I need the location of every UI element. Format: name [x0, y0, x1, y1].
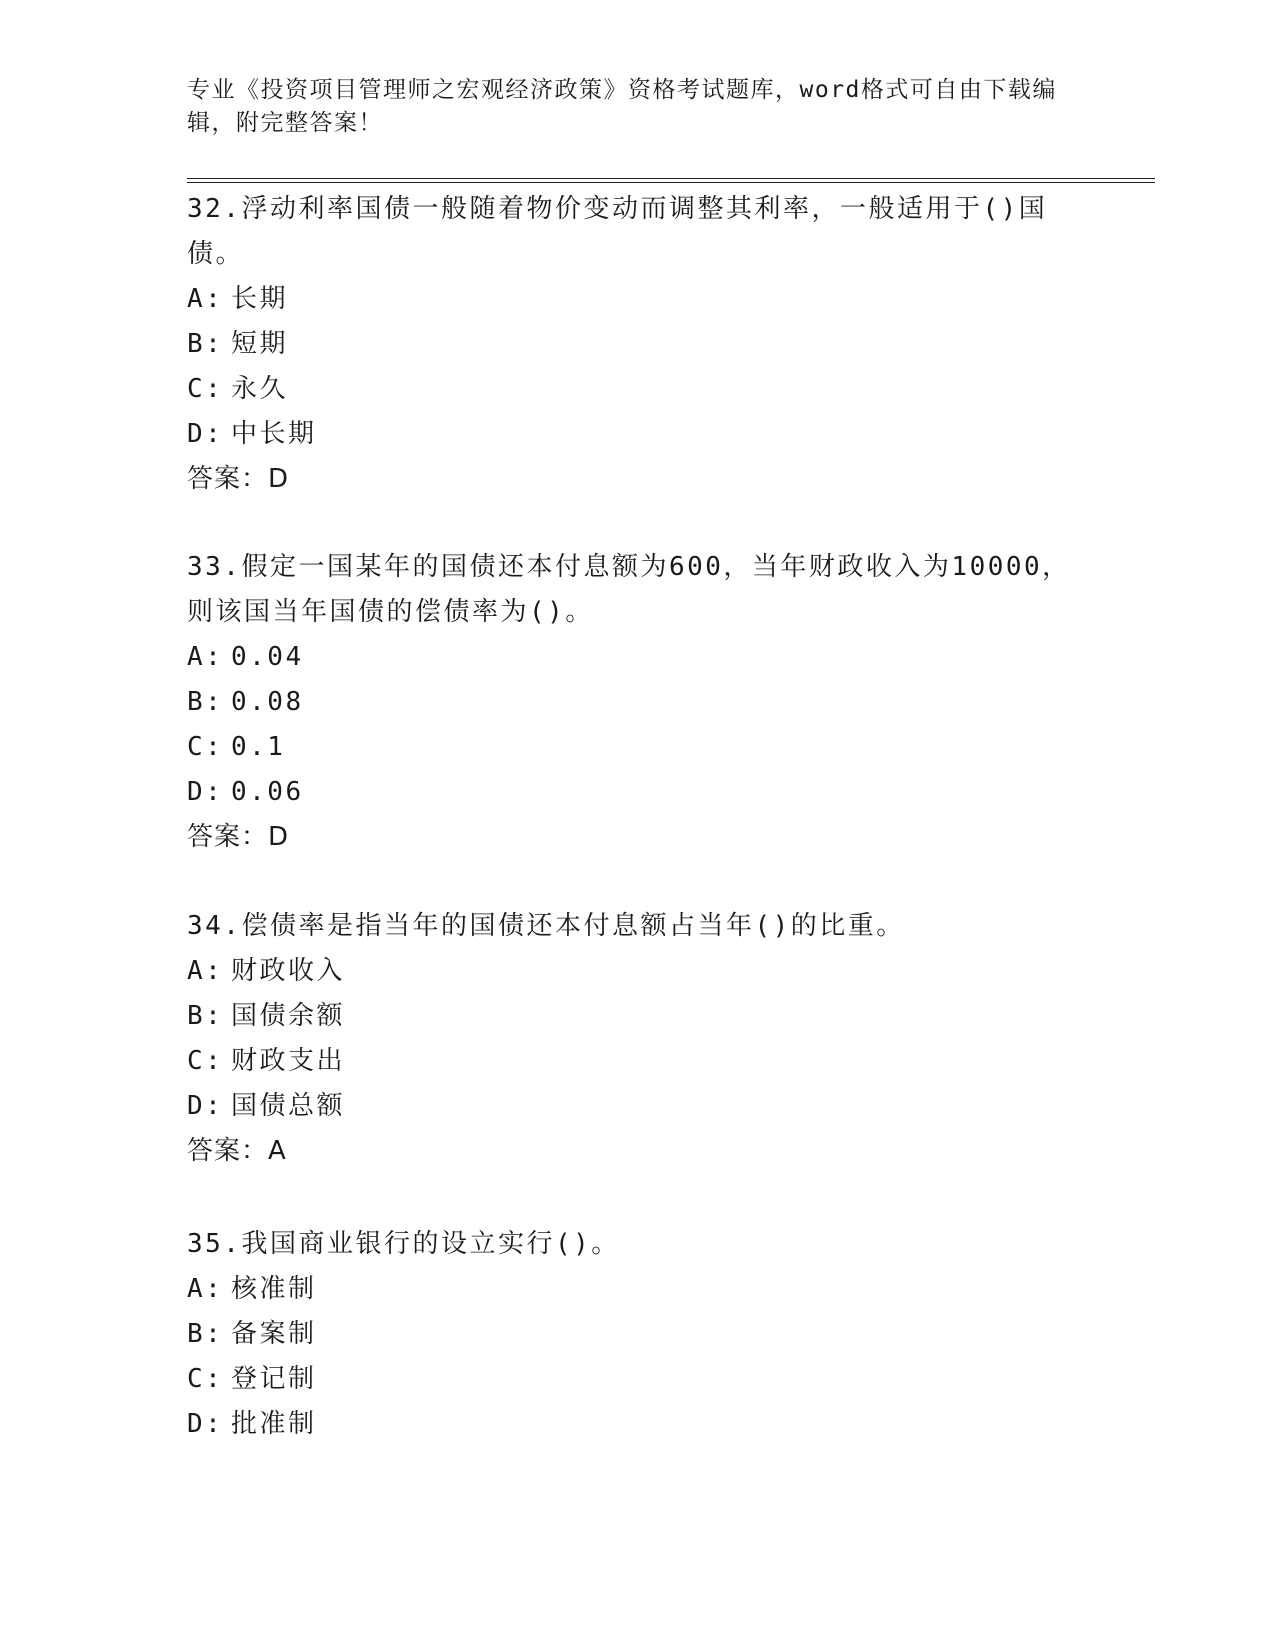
option-text: 长期 — [231, 284, 289, 314]
option-letter: B: — [187, 1319, 224, 1349]
option-c — [187, 725, 1087, 770]
question-34 — [187, 904, 1087, 1174]
option-b — [187, 994, 1087, 1039]
option-text: 0.1 — [231, 732, 286, 762]
option-d — [187, 412, 1087, 457]
option-letter: B: — [187, 1001, 224, 1031]
option-d — [187, 1084, 1087, 1129]
option-letter: B: — [187, 329, 224, 359]
option-a — [187, 635, 1087, 680]
document-intro: 专业《投资项目管理师之宏观经济政策》资格考试题库，word格式可自由下载编辑，附完整答案！ — [187, 77, 1057, 136]
option-letter: C: — [187, 374, 224, 404]
question-text: 33.假定一国某年的国债还本付息额为600，当年财政收入为10000，则该国当年国债的偿债率为()。 — [187, 552, 1071, 627]
option-text: 登记制 — [231, 1364, 317, 1394]
option-text: 永久 — [231, 374, 289, 404]
option-text: 0.08 — [231, 687, 304, 717]
header-rule-top — [187, 178, 1155, 179]
option-text: 核准制 — [231, 1274, 317, 1304]
option-letter: D: — [187, 419, 224, 449]
question-text: 32.浮动利率国债一般随着物价变动而调整其利率，一般适用于()国债。 — [187, 194, 1048, 269]
option-text: 0.04 — [231, 642, 304, 672]
answer: 答案：A — [187, 1136, 287, 1166]
option-letter: C: — [187, 732, 224, 762]
option-text: 财政收入 — [231, 956, 346, 986]
answer: 答案：D — [187, 822, 290, 852]
option-c — [187, 367, 1087, 412]
option-letter: D: — [187, 1091, 224, 1121]
option-text: 中长期 — [231, 419, 317, 449]
option-a — [187, 1267, 1087, 1312]
option-letter: B: — [187, 687, 224, 717]
question-text: 34.偿债率是指当年的国债还本付息额占当年()的比重。 — [187, 911, 905, 941]
header-rule-bottom — [187, 182, 1155, 183]
option-d — [187, 1402, 1087, 1447]
question-33 — [187, 545, 1087, 860]
option-b — [187, 680, 1087, 725]
option-letter: A: — [187, 1274, 224, 1304]
option-text: 0.06 — [231, 777, 304, 807]
option-b — [187, 1312, 1087, 1357]
option-text: 国债余额 — [231, 1001, 346, 1031]
option-letter: A: — [187, 956, 224, 986]
option-d — [187, 770, 1087, 815]
option-text: 短期 — [231, 329, 289, 359]
question-35 — [187, 1222, 1087, 1447]
question-text: 35.我国商业银行的设立实行()。 — [187, 1229, 620, 1259]
option-b — [187, 322, 1087, 367]
answer: 答案：D — [187, 464, 290, 494]
option-a — [187, 277, 1087, 322]
option-text: 备案制 — [231, 1319, 317, 1349]
question-32 — [187, 187, 1087, 502]
option-letter: D: — [187, 777, 224, 807]
option-a — [187, 949, 1087, 994]
option-letter: C: — [187, 1364, 224, 1394]
option-text: 财政支出 — [231, 1046, 346, 1076]
option-letter: A: — [187, 642, 224, 672]
option-letter: D: — [187, 1409, 224, 1439]
option-text: 批准制 — [231, 1409, 317, 1439]
option-c — [187, 1357, 1087, 1402]
option-letter: A: — [187, 284, 224, 314]
option-text: 国债总额 — [231, 1091, 346, 1121]
option-letter: C: — [187, 1046, 224, 1076]
option-c — [187, 1039, 1087, 1084]
